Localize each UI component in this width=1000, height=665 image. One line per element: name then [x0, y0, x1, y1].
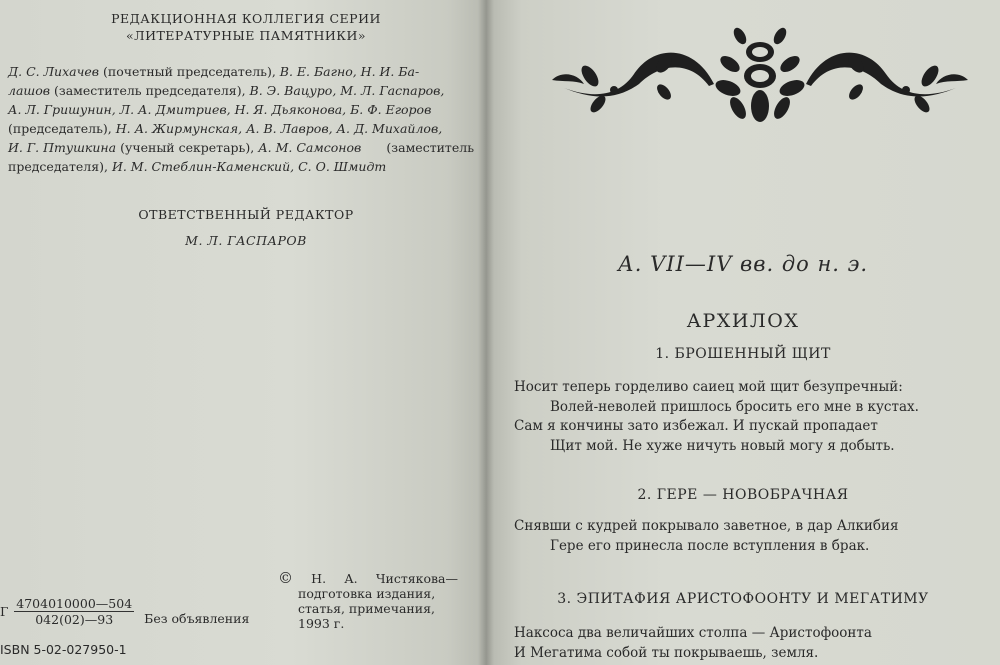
- board-line: (председатель), Н. А. Жирмунская, А. В. Лавров, А. Д. Михайлов,: [8, 121, 443, 136]
- pub-code-letter: Г: [0, 604, 9, 619]
- copyright-name-line: © Н. А. Чистякова—: [278, 569, 458, 587]
- copyright-line: статья, примечания,: [298, 601, 435, 616]
- poem-line: И Мегатима собой ты покрываешь, земля.: [514, 644, 819, 661]
- poem-title: 2. ГЕРЕ — НОВОБРАЧНАЯ: [637, 487, 849, 503]
- poem-line: Наксоса два величайших столпа — Аристофоонта: [514, 625, 872, 641]
- series-board-title: РЕДАКЦИОННАЯ КОЛЛЕГИЯ СЕРИИ: [111, 11, 381, 26]
- era-heading: А. VII—IV вв. до н. э.: [617, 252, 869, 276]
- series-board-header: [60, 10, 432, 44]
- copyright-line: 1993 г.: [298, 616, 345, 631]
- poem-title: 1. БРОШЕННЫЙ ЩИТ: [655, 346, 831, 362]
- board-line: А. Л. Гришунин, Л. А. Дмитриев, Н. Я. Дьяконова, Б. Ф. Егоров: [8, 102, 432, 117]
- book-gutter: [478, 0, 494, 665]
- responsible-editor-name: М. Л. ГАСПАРОВ: [185, 233, 307, 248]
- poem-line: Носит теперь горделиво саиец мой щит безупречный:: [514, 379, 903, 395]
- poem-title: 3. ЭПИТАФИЯ АРИСТОФООНТУ И МЕГАТИМУ: [557, 591, 929, 607]
- poem-body: [514, 624, 984, 663]
- floral-ornament-icon: [544, 24, 976, 130]
- poem-line: Гере его принесла после вступления в брак.: [550, 537, 870, 554]
- board-line: Д. С. Лихачев (почетный председатель), В. Е. Багно, Н. И. Ба-: [8, 64, 420, 79]
- responsible-editor-label: ОТВЕТСТВЕННЫЙ РЕДАКТОР: [138, 207, 354, 222]
- poem-body: [514, 378, 984, 456]
- board-line: И. Г. Птушкина (ученый секретарь), А. М. Самсонов (заместитель: [8, 140, 474, 155]
- copyright-block: [278, 571, 458, 631]
- poem-body: [514, 517, 984, 556]
- pub-note: Без объявления: [144, 611, 250, 626]
- pub-code-denominator: 042(02)—93: [35, 612, 114, 627]
- poem-line: Волей-неволей пришлось бросить его мне в кустах.: [550, 398, 919, 415]
- editorial-board-list: [8, 62, 474, 176]
- author-heading: АРХИЛОХ: [686, 310, 800, 332]
- pub-code-fraction: [14, 596, 134, 627]
- publication-code: [0, 596, 249, 627]
- poem-line: Щит мой. Не хуже ничуть новый могу я добыть.: [550, 437, 895, 454]
- copyright-line: подготовка издания,: [298, 586, 436, 601]
- poem-line: Сам я кончины зато избежал. И пускай пропадает: [514, 418, 878, 434]
- board-line: лашов (заместитель председателя), В. Э. Вацуро, М. Л. Гаспаров,: [8, 83, 445, 98]
- poem-line: Снявши с кудрей покрывало заветное, в дар Алкибия: [514, 518, 899, 534]
- series-name: «ЛИТЕРАТУРНЫЕ ПАМЯТНИКИ»: [125, 28, 367, 43]
- isbn: ISBN 5-02-027950-1: [0, 642, 127, 657]
- board-line: председателя), И. М. Стеблин-Каменский, С. О. Шмидт: [8, 159, 387, 174]
- copyright-symbol: ©: [278, 569, 293, 587]
- responsible-editor-block: [60, 206, 432, 249]
- pub-code-numerator: 4704010000—504: [16, 596, 133, 611]
